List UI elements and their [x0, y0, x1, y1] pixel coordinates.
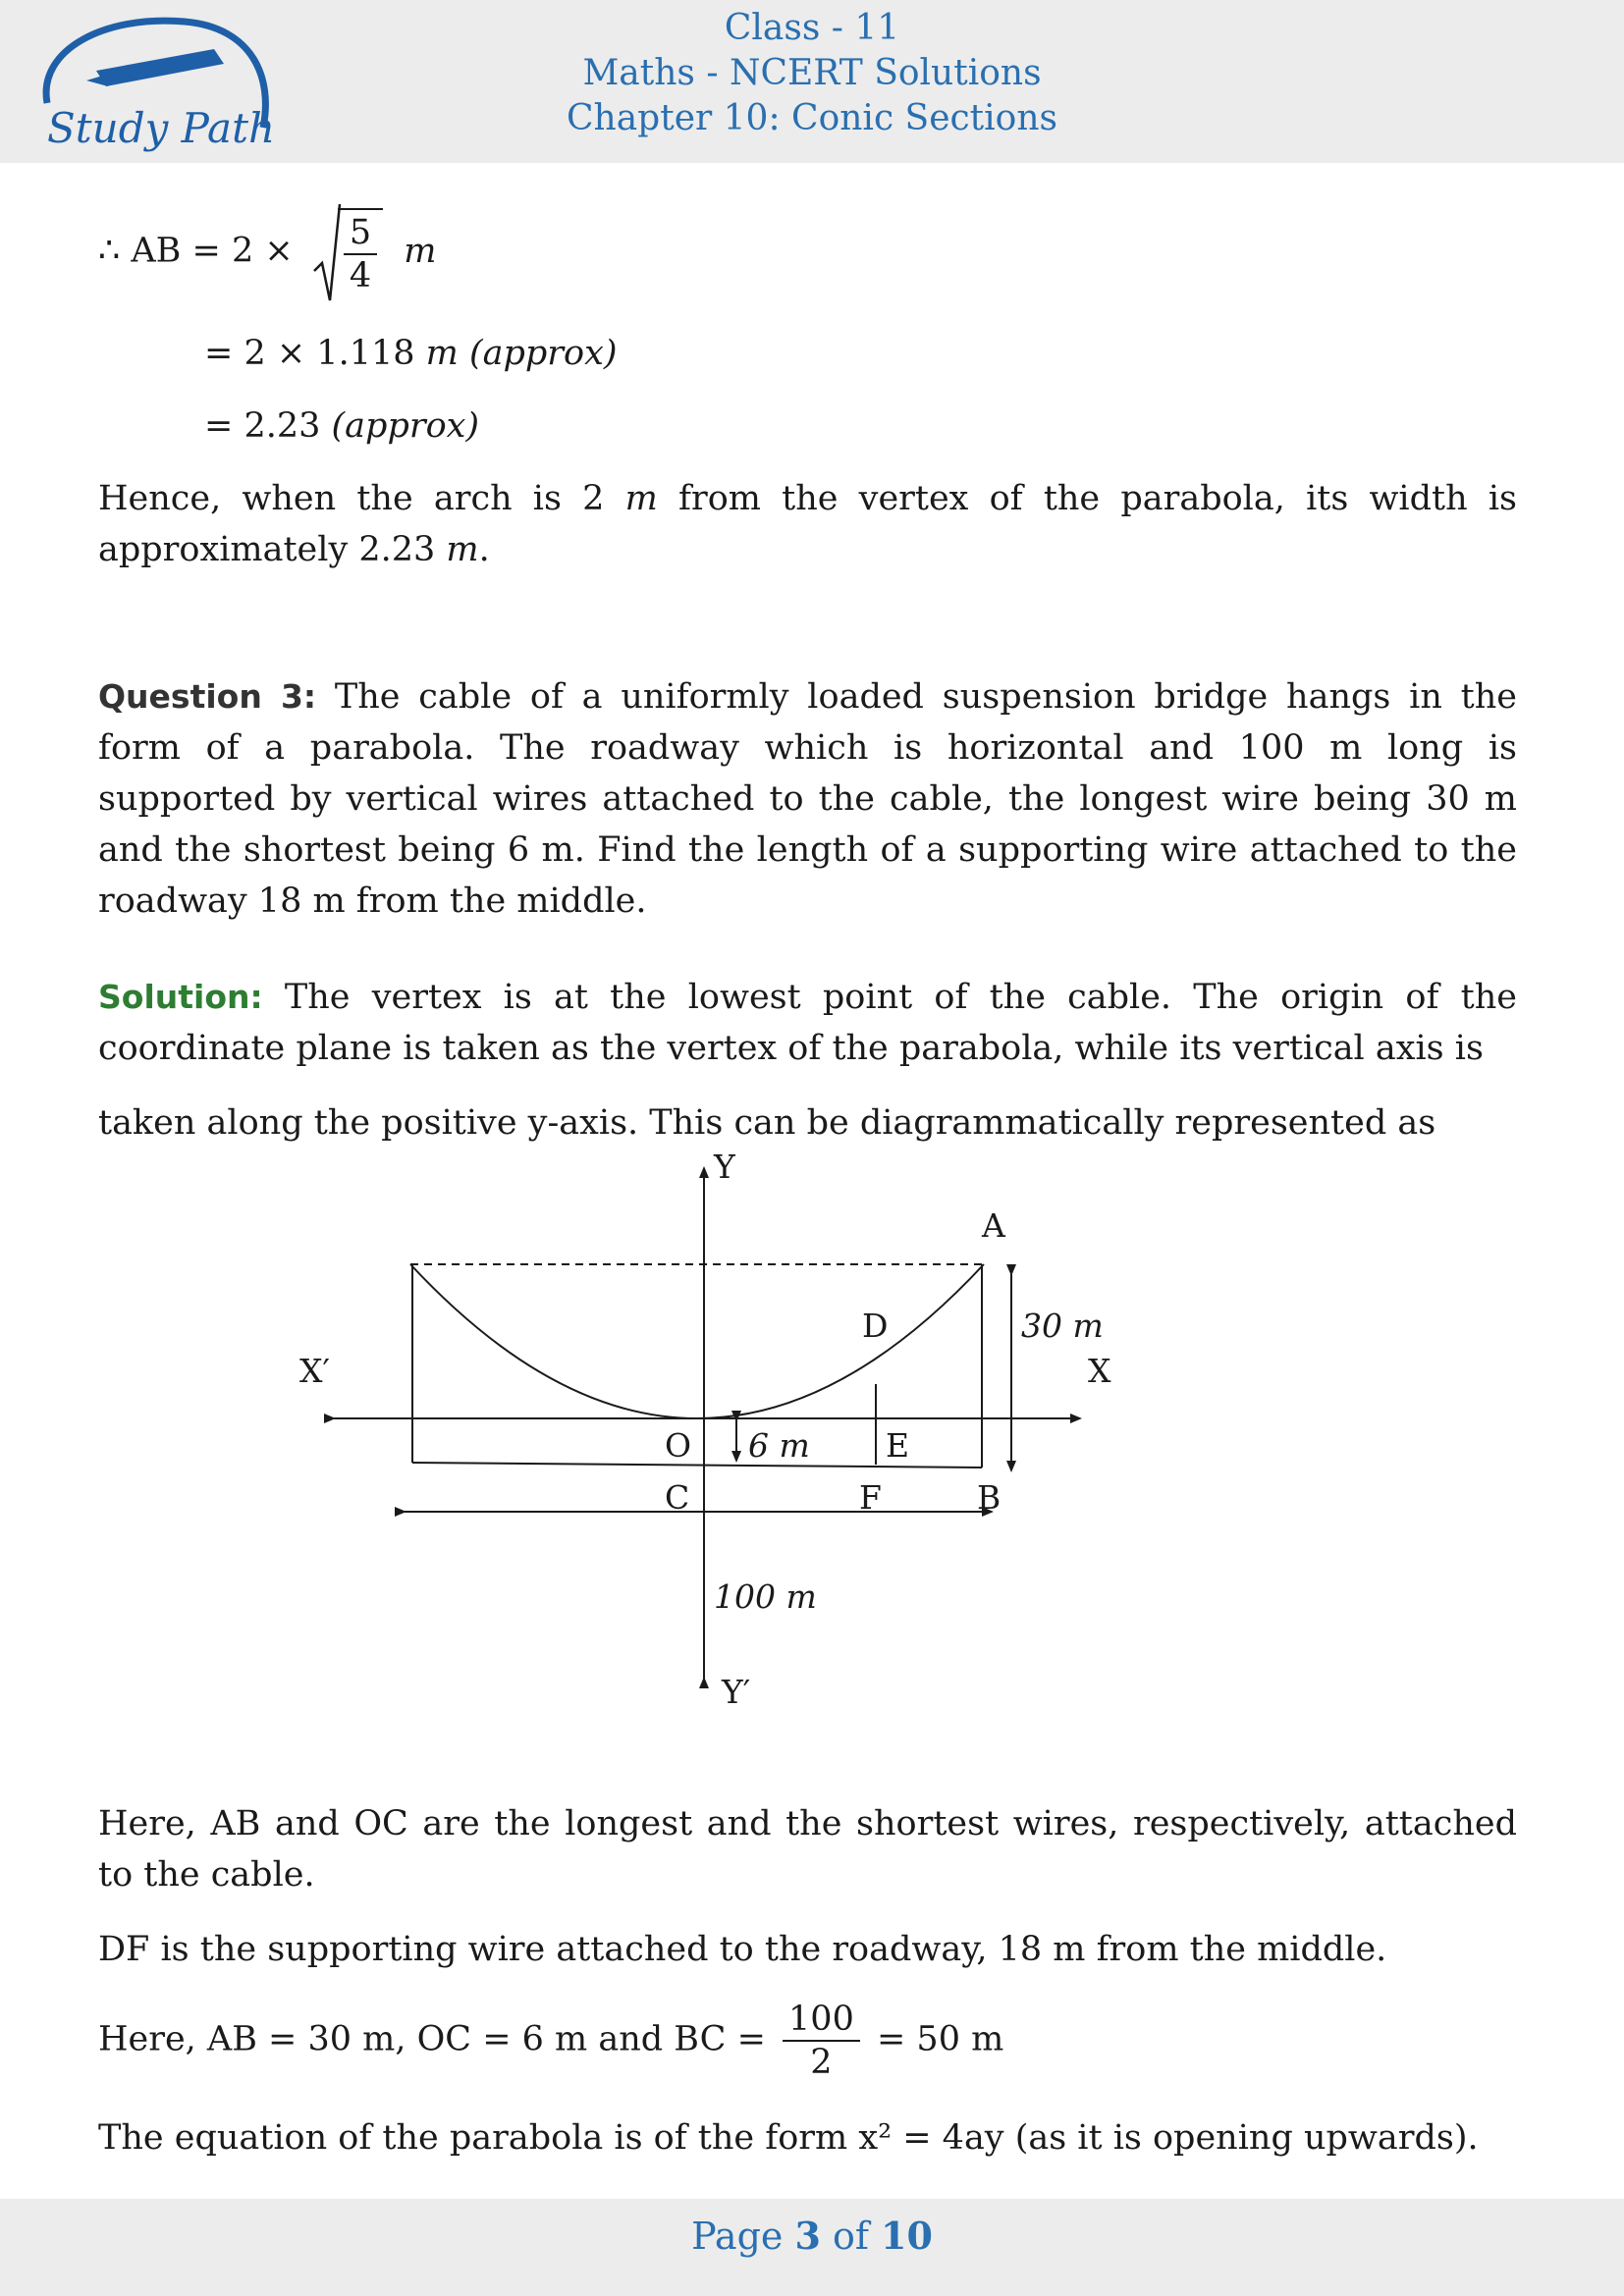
label-hundred-m: 100 m [714, 1577, 817, 1616]
sqrt-expression [312, 208, 383, 296]
logo-text: Study Path [47, 104, 276, 152]
header-title-block [0, 6, 1624, 141]
label-y-prime: Y′ [722, 1673, 751, 1711]
header-subject: Maths - NCERT Solutions [582, 53, 1042, 93]
question-text: The cable of a uniformly loaded suspension bridge hangs in the form of a parabola. The roadway which is horizontal and 100 m long is supported by vertical wires attached to the cable, the longest wire being 30 m and the shortest being 6 m. Find the length of a supporting wire attached to the roadway 18 m from the middle. [98, 677, 1517, 921]
conclusion-paragraph: Hence, when the arch is 2 m from the vertex of the parabola, its width is approximately 2.23 m. [98, 479, 1517, 569]
solution-paragraph-2: taken along the positive y-axis. This can be diagrammatically represented as [98, 1103, 1436, 1143]
ab-line-3: = 2.23 (approx) [204, 406, 480, 446]
label-f: F [859, 1478, 882, 1517]
solution-text-1: The vertex is at the lowest point of the cable. The origin of the coordinate plane is taken as the vertex of the parabola, while its vertical axis is [98, 978, 1517, 1068]
parabola-cable [410, 1264, 984, 1418]
bc-denominator: 2 [810, 2043, 833, 2082]
sqrt-denominator: 4 [349, 256, 372, 295]
ab-line-2: = 2 × 1.118 m (approx) [204, 334, 618, 373]
sqrt-sign-icon [312, 202, 342, 310]
bc-equation: Here, AB = 30 m, OC = 6 m and BC = $\frac{100}{2}$ = 50 m [98, 2000, 1004, 2082]
parabola-bridge-diagram [285, 1148, 1139, 1718]
label-x: X [1088, 1352, 1111, 1390]
label-b: B [977, 1478, 1001, 1517]
label-a: A [982, 1206, 1005, 1245]
question-paragraph [98, 671, 1517, 927]
label-e: E [886, 1426, 910, 1465]
label-o: O [665, 1426, 692, 1465]
sqrt-numerator: 5 [344, 212, 377, 255]
label-six-m: 6 m [748, 1426, 810, 1465]
page-number: Page 3 of 10 [691, 2214, 933, 2258]
bc-numerator: 100 [783, 1999, 860, 2042]
label-x-prime: X′ [299, 1352, 330, 1390]
header-chapter: Chapter 10: Conic Sections [566, 98, 1057, 138]
solution-label: Solution: [98, 978, 263, 1016]
question-label: Question 3: [98, 677, 317, 716]
after-paragraph-2: DF is the supporting wire attached to the roadway, 18 m from the middle. [98, 1930, 1387, 1969]
ab-prefix: ∴ AB = 2 × [98, 231, 294, 271]
unit-m: m [404, 231, 437, 271]
after-paragraph-1: Here, AB and OC are the longest and the shortest wires, respectively, attached to the cable. [98, 1804, 1517, 1895]
header-class: Class - 11 [724, 8, 900, 48]
label-thirty-m: 30 m [1021, 1307, 1104, 1345]
label-y: Y [714, 1148, 735, 1186]
ab-equation [98, 208, 436, 296]
solution-paragraph [98, 972, 1517, 1074]
after-paragraph-4: The equation of the parabola is of the form x² = 4ay (as it is opening upwards). [98, 2118, 1479, 2158]
label-d: D [862, 1307, 889, 1345]
label-c: C [665, 1478, 690, 1517]
